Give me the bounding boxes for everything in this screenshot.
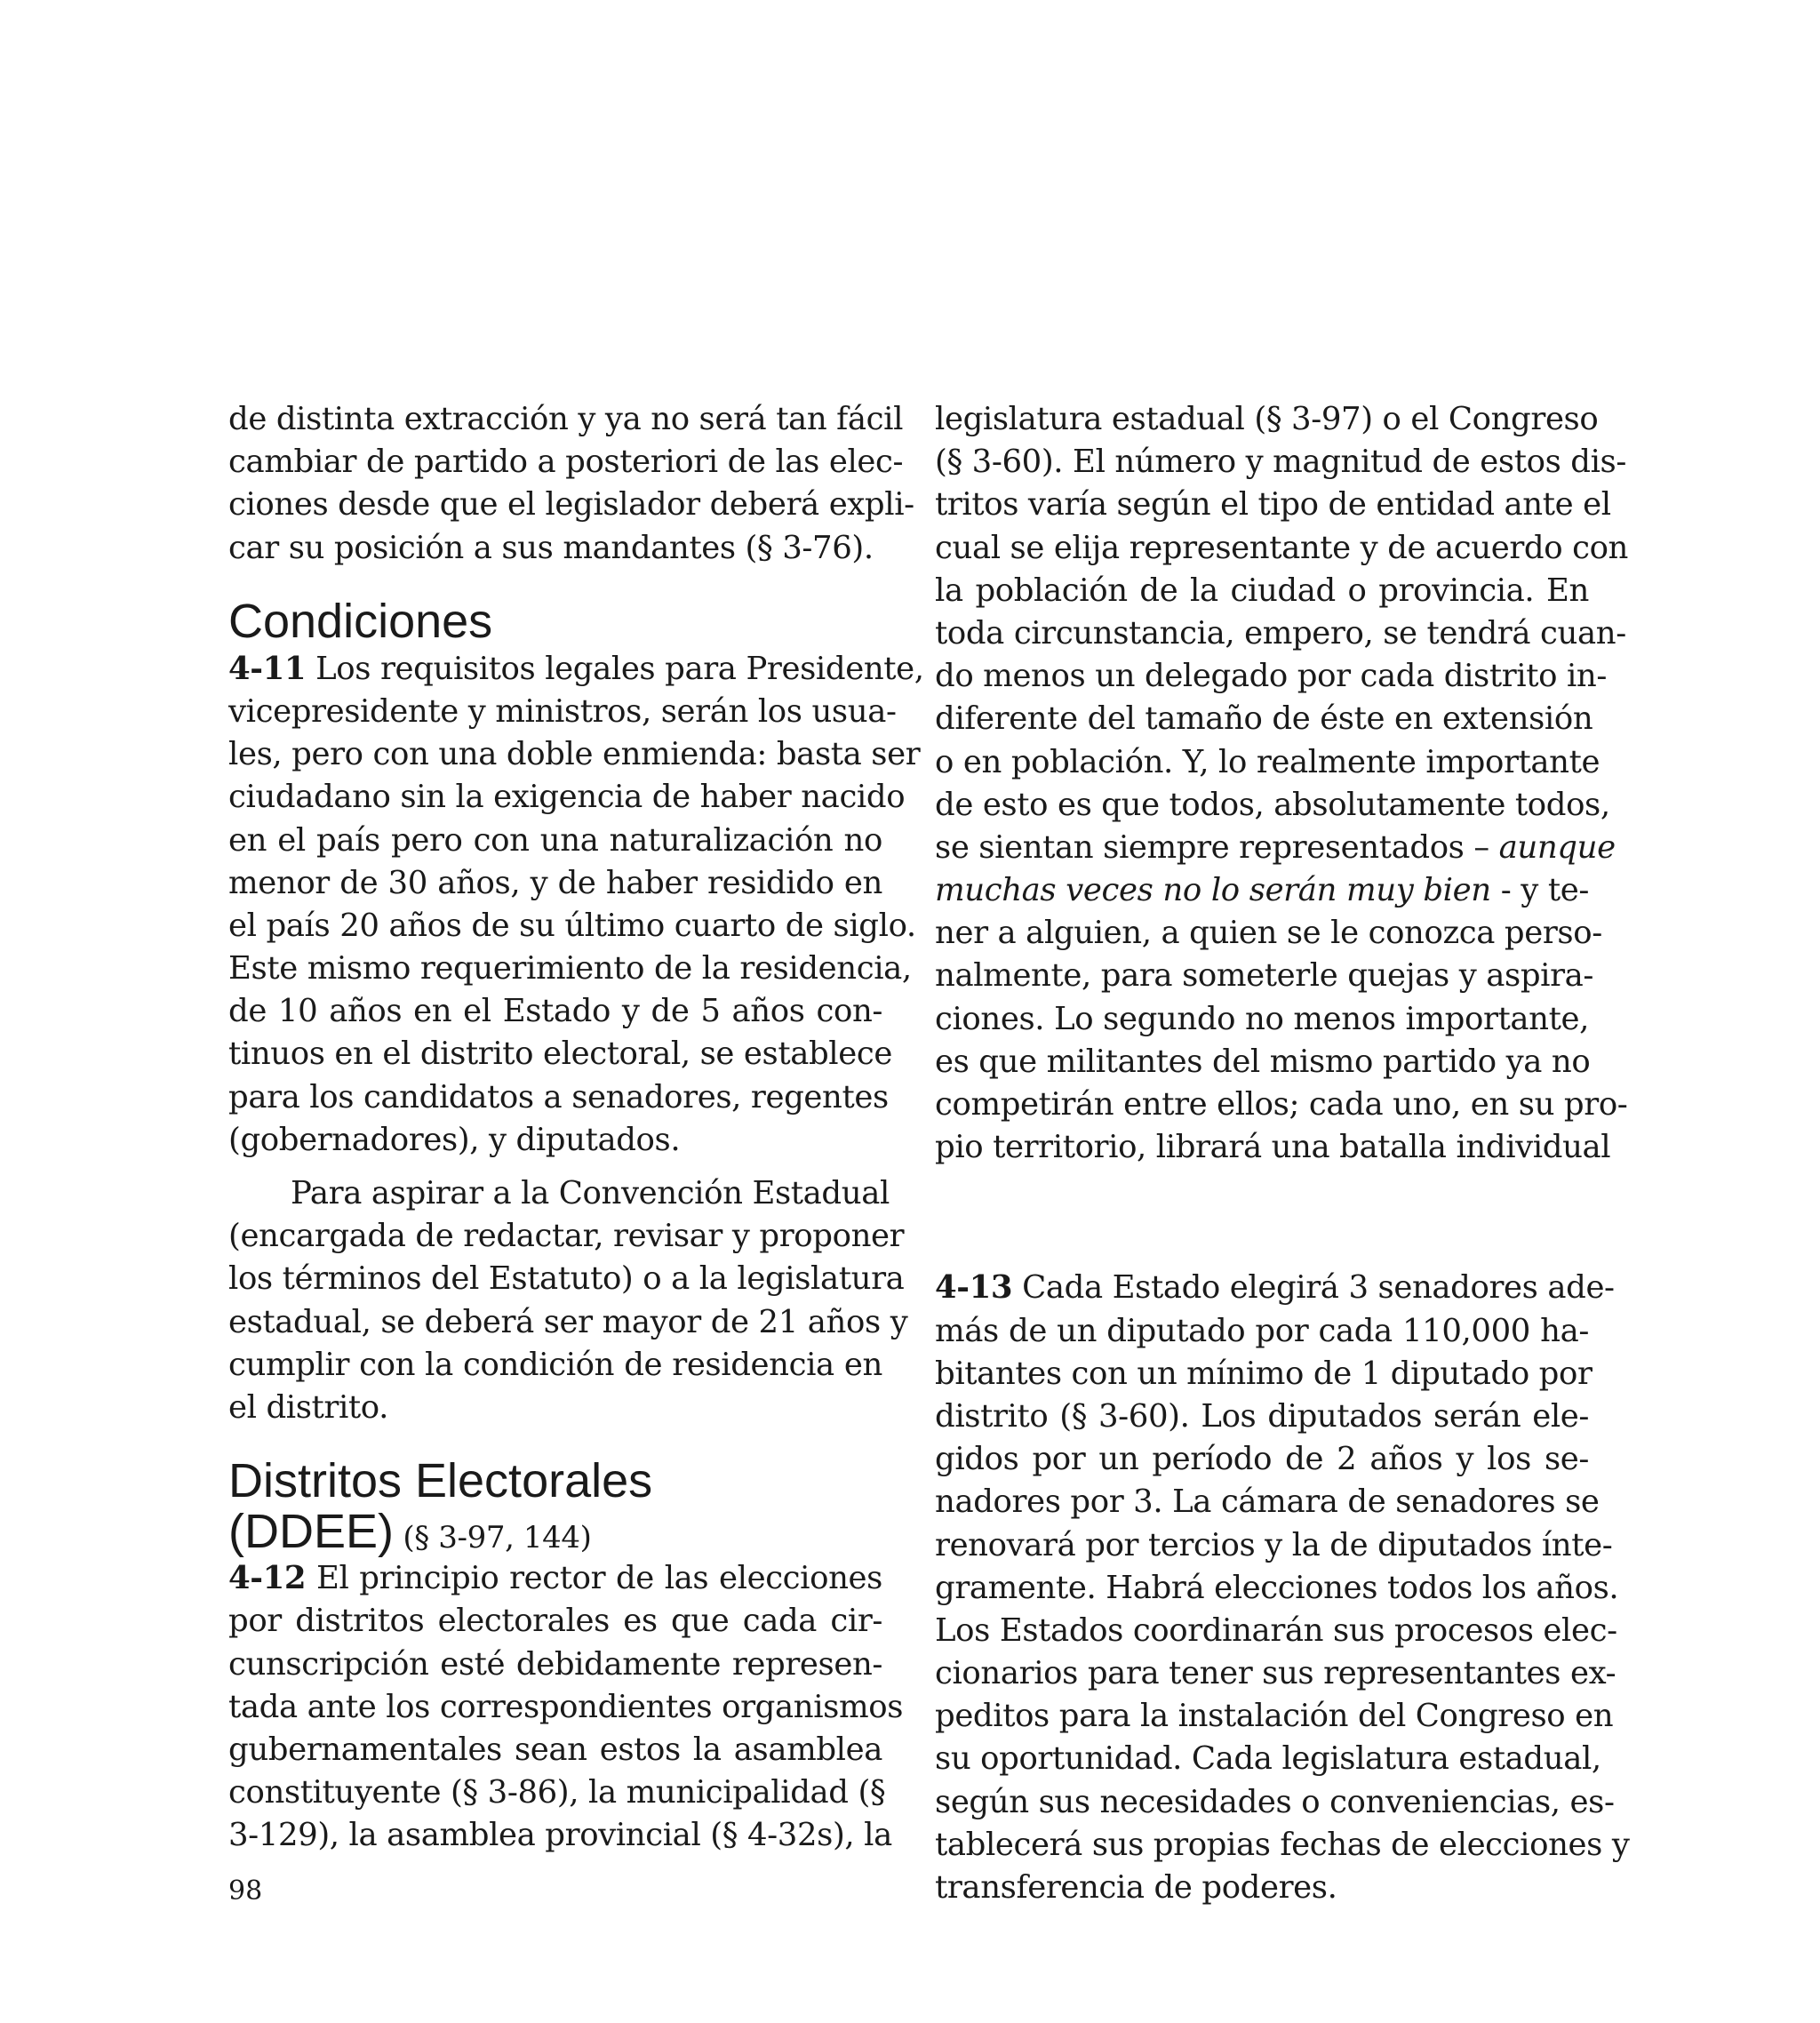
right-column	[935, 398, 1630, 1909]
section-4-11-paragraph	[228, 691, 921, 1162]
text-line: según sus necesidades o conveniencias, es-	[935, 1783, 1615, 1820]
text-line: más de un diputado por cada 110,000 ha-	[935, 1312, 1589, 1349]
text-line: nalmente, para someterle quejas y aspira-	[935, 957, 1594, 995]
text-line: la población de la ciudad o provincia. En	[935, 572, 1589, 609]
text-line: vicepresidente y ministros, serán los usua-	[228, 692, 897, 730]
text-line: cionarios para tener sus representantes ex-	[935, 1655, 1616, 1692]
spacer	[935, 1169, 1589, 1267]
text-line: do menos un delegado por cada distrito in-	[935, 658, 1607, 695]
section-4-12-paragraph	[228, 1600, 904, 1857]
text-line: (encargada de redactar, revisar y proponer	[228, 1218, 905, 1255]
text-line: en el país pero con una naturalización no	[228, 821, 882, 859]
text-line: ciones desde que el legislador deberá expli-	[228, 486, 914, 524]
text-line: gubernamentales sean estos la asamblea	[228, 1731, 882, 1768]
text-line: estadual, se deberá ser mayor de 21 años y	[228, 1303, 908, 1340]
text-line: gramente. Habrá elecciones todos los años.	[935, 1569, 1619, 1606]
text-line: competirán entre ellos; cada uno, en su pro-	[935, 1086, 1628, 1123]
text-line: cual se elija representante y de acuerdo con	[935, 529, 1629, 566]
text-line: tada ante los correspondientes organismos	[228, 1688, 904, 1725]
text-line: car su posición a sus mandantes (§ 3-76).	[228, 529, 874, 566]
text-line: 3-129), la asamblea provincial (§ 4-32s), la	[228, 1817, 892, 1854]
spacer	[228, 570, 882, 595]
text-line: de esto es que todos, absolutamente todos,	[935, 786, 1610, 823]
text-line: su oportunidad. Cada legislatura estadual,	[935, 1740, 1601, 1778]
text-line: tritos varía según el tipo de entidad ante el	[935, 486, 1611, 524]
section-4-13-first-line: 4-13 Cada Estado elegirá 3 senadores ade-	[935, 1269, 1615, 1307]
text-line: constituyente (§ 3-86), la municipalidad (§	[228, 1774, 886, 1811]
text-line: transferencia de poderes.	[935, 1869, 1337, 1906]
text-line: toda circunstancia, empero, se tendrá cuan-	[935, 614, 1626, 652]
section-4-12-first-line: 4-12 El principio rector de las elecciones	[228, 1560, 882, 1597]
text-line: tinuos en el distrito electoral, se establece	[228, 1035, 892, 1073]
text-line: pio territorio, librará una batalla individual	[935, 1129, 1611, 1166]
heading-condiciones: Condiciones	[228, 594, 493, 648]
section-4-12-continued	[935, 398, 1629, 827]
text-line: de distinta extracción y ya no será tan fácil	[228, 401, 904, 437]
text-line: cambiar de partido a posteriori de las elec-	[228, 444, 904, 481]
heading-ddee: (DDEE) (§ 3-97, 144)	[228, 1505, 592, 1559]
text-line: los términos del Estatuto) o a la legislatura	[228, 1260, 905, 1298]
text-line: es que militantes del mismo partido ya no	[935, 1043, 1591, 1080]
text-line: el país 20 años de su último cuarto de siglo.	[228, 907, 916, 944]
text-line: cumplir con la condición de residencia en	[228, 1346, 882, 1383]
section-number: 4-11	[228, 650, 307, 687]
italic-line-1: se sientan siempre representados – aunque	[935, 828, 1616, 866]
page-number: 98	[228, 1875, 263, 1907]
section-4-11-paragraph-2	[228, 1172, 908, 1429]
text-line: ner a alguien, a quien se le conozca perso-	[935, 915, 1602, 952]
section-4-13-paragraph	[935, 1310, 1630, 1910]
text-line: ciones. Lo segundo no menos importante,	[935, 1000, 1589, 1037]
text-line: Para aspirar a la Convención Estadual	[291, 1175, 890, 1211]
section-number: 4-12	[228, 1560, 307, 1597]
text-line: o en población. Y, lo realmente importante	[935, 743, 1600, 780]
text-line: (gobernadores), y diputados.	[228, 1121, 681, 1158]
section-4-11-first-line: 4-11 Los requisitos legales para Presidente,	[228, 650, 924, 687]
text-line: de 10 años en el Estado y de 5 años con-	[228, 993, 882, 1030]
heading-reference: (§ 3-97, 144)	[394, 1520, 592, 1556]
left-column	[228, 398, 924, 1857]
intro-paragraph	[228, 398, 914, 570]
text-line: les, pero con una doble enmienda: basta ser	[228, 736, 921, 773]
text-line: renovará por tercios y la de diputados ínte-	[935, 1526, 1613, 1563]
text-line: nadores por 3. La cámara de senadores se	[935, 1483, 1600, 1521]
heading-distritos-electorales: Distritos Electorales	[228, 1454, 653, 1508]
italic-line-2: muchas veces no lo serán muy bien - y te-	[935, 872, 1589, 909]
text-line: menor de 30 años, y de haber residido en	[228, 864, 882, 901]
spacer	[228, 1429, 882, 1456]
text-line: peditos para la instalación del Congreso en	[935, 1698, 1614, 1735]
text-line: el distrito.	[228, 1388, 389, 1426]
text-line: para los candidatos a senadores, regentes	[228, 1078, 889, 1115]
text-line: distrito (§ 3-60). Los diputados serán ele-	[935, 1397, 1589, 1435]
text-line: tablecerá sus propias fechas de elecciones y	[935, 1826, 1630, 1863]
text-line: gidos por un período de 2 años y los se-	[935, 1441, 1589, 1478]
text-line: ciudadano sin la exigencia de haber nacido	[228, 779, 906, 816]
text-line: Este mismo requerimiento de la residencia,	[228, 950, 912, 988]
text-line: diferente del tamaño de éste en extensión	[935, 700, 1593, 738]
text-line: bitantes con un mínimo de 1 diputado por	[935, 1355, 1592, 1392]
text-line: cunscripción esté debidamente represen-	[228, 1645, 882, 1683]
section-number: 4-13	[935, 1269, 1013, 1307]
text-line: Los Estados coordinarán sus procesos elec-	[935, 1611, 1617, 1649]
text-line: legislatura estadual (§ 3-97) o el Congreso	[935, 401, 1599, 437]
text-line: (§ 3-60). El número y magnitud de estos dis-	[935, 444, 1626, 481]
text-line: por distritos electorales es que cada cir-	[228, 1603, 882, 1640]
spacer	[228, 1162, 882, 1172]
section-4-12-continued-2	[935, 912, 1628, 1169]
